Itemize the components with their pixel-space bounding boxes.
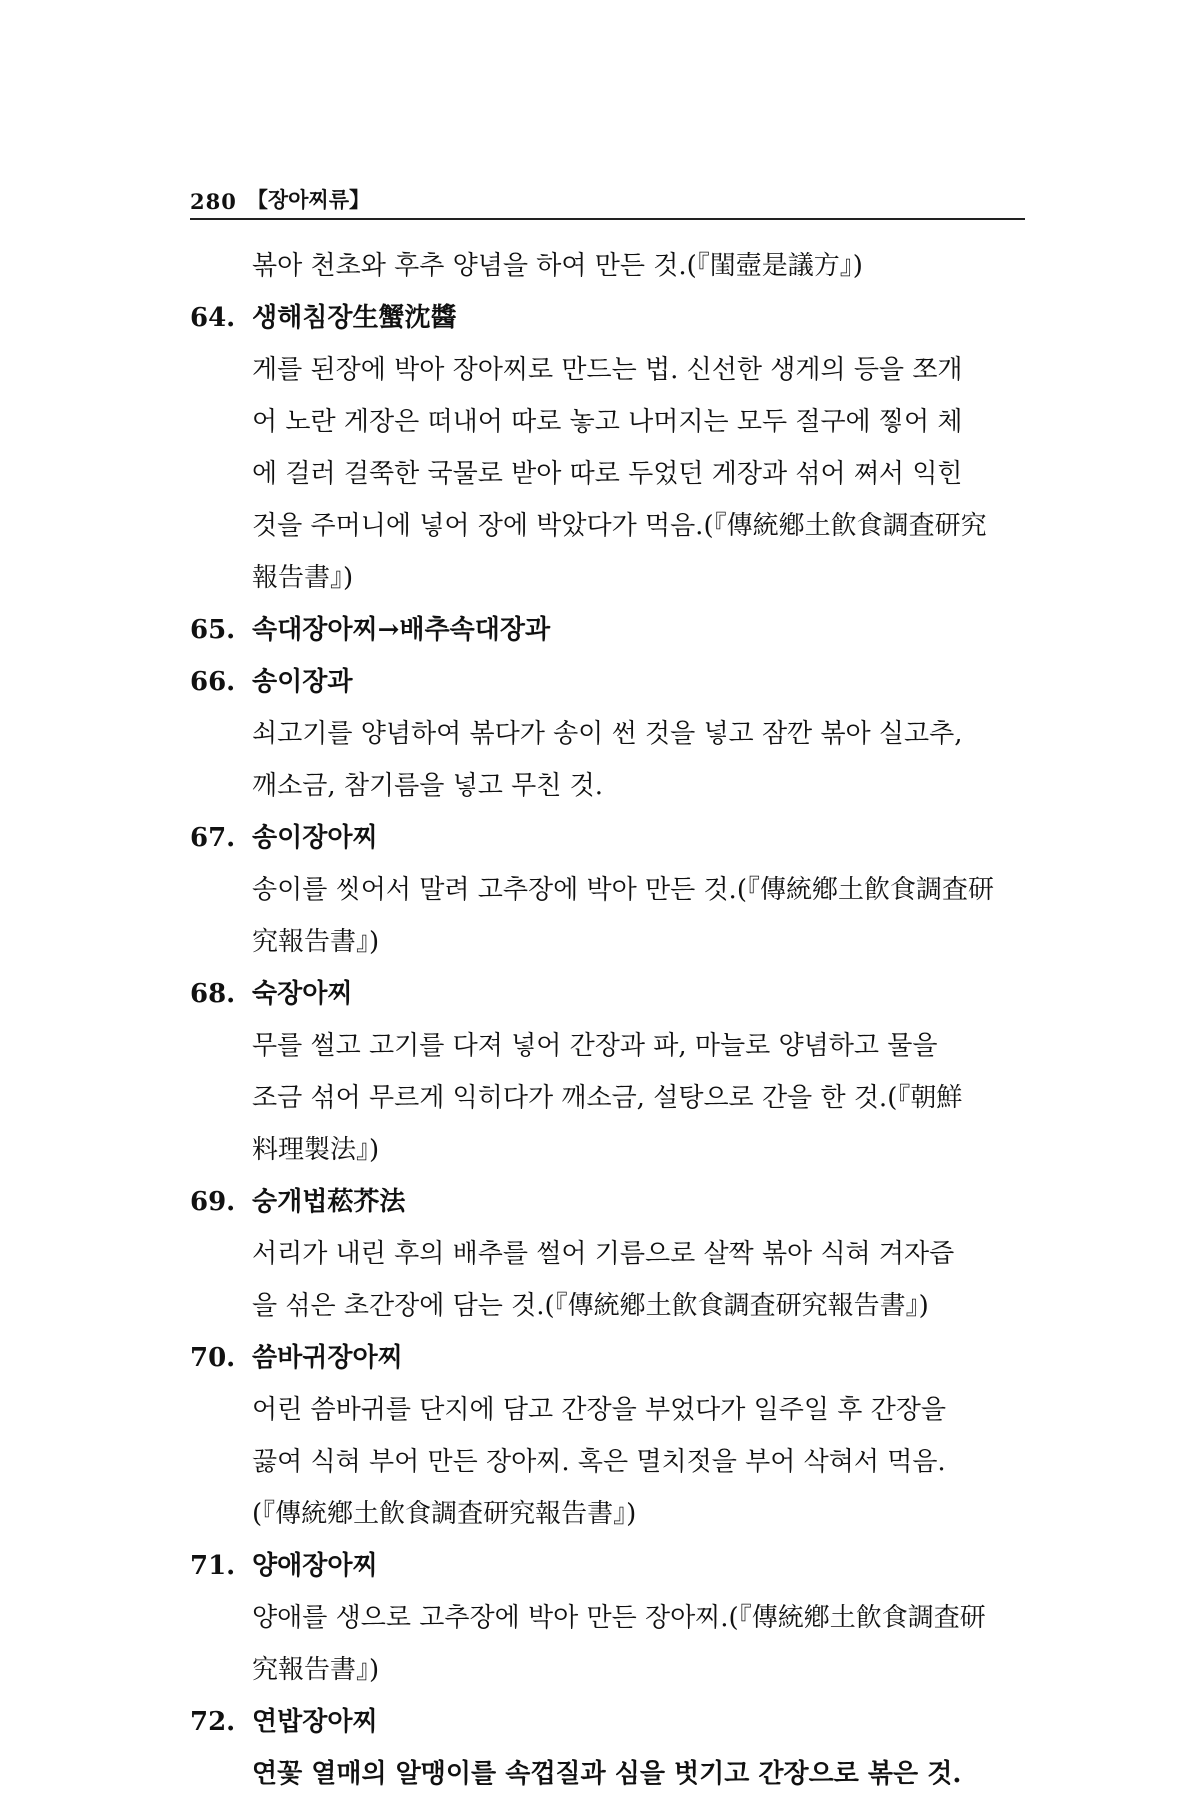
- body-text-line: 料理製法』): [252, 1135, 380, 1165]
- page-number: 280: [190, 189, 237, 214]
- entry-heading: [190, 1696, 1025, 1748]
- entry-heading: [190, 1176, 1025, 1228]
- body-text-line: 게를 된장에 박아 장아찌로 만드는 법. 신선한 생게의 등을 쪼개: [252, 355, 963, 385]
- entry-title: 송이장과: [252, 667, 353, 697]
- body-text-line: 깨소금, 참기름을 넣고 무친 것.: [252, 771, 603, 801]
- body-text-line: 무를 썰고 고기를 다져 넣어 간장과 파, 마늘로 양념하고 물을: [252, 1031, 938, 1061]
- page-header: [190, 176, 1025, 220]
- body-text-line: 어 노란 게장은 떠내어 따로 놓고 나머지는 모두 절구에 찧어 체: [252, 407, 963, 437]
- body-text-line: 究報告書』): [252, 1655, 380, 1685]
- body-text-line: 조금 섞어 무르게 익히다가 깨소금, 설탕으로 간을 한 것.(『朝鮮: [252, 1083, 963, 1113]
- entry-title: 숙장아찌: [252, 979, 353, 1009]
- entry-number: 69.: [190, 1187, 236, 1217]
- entry-title: 송이장아찌: [252, 823, 378, 853]
- entry-heading: [190, 1332, 1025, 1384]
- entry-number: 64.: [190, 303, 236, 333]
- entry-title: 생해침장生蟹沈醬: [252, 303, 457, 333]
- entry-number: 67.: [190, 823, 236, 853]
- body-text-line: 에 걸러 걸쭉한 국물로 받아 따로 두었던 게장과 섞어 쪄서 익힌: [252, 459, 963, 489]
- entry-title: 양애장아찌: [252, 1551, 378, 1581]
- entry-title: 속대장아찌→배추속대장과: [252, 615, 551, 645]
- body-text-line: 양애를 생으로 고추장에 박아 만든 장아찌.(『傳統鄕土飮食調査研: [252, 1603, 986, 1633]
- entry-heading: [190, 968, 1025, 1020]
- entry-number: 66.: [190, 667, 236, 697]
- section-title: 【장아찌류】: [246, 187, 370, 212]
- entry-title: 연밥장아찌: [252, 1707, 378, 1737]
- body-text-line: 을 섞은 초간장에 담는 것.(『傳統鄕土飮食調査研究報告書』): [252, 1291, 929, 1321]
- body-text-line: 究報告書』): [252, 927, 380, 957]
- page-body: [190, 240, 1025, 1800]
- entry-heading: [190, 812, 1025, 864]
- entry-title: 씀바귀장아찌: [252, 1343, 403, 1373]
- entry-number: 72.: [190, 1707, 236, 1737]
- body-text-line: 어린 씀바귀를 단지에 담고 간장을 부었다가 일주일 후 간장을: [252, 1395, 947, 1425]
- body-text-line: (『傳統鄕土飮食調査研究報告書』): [252, 1499, 637, 1529]
- body-text-line: 송이를 씻어서 말려 고추장에 박아 만든 것.(『傳統鄕土飮食調査研: [252, 875, 994, 905]
- body-text-line: 報告書』): [252, 563, 354, 593]
- body-text-line: 쇠고기를 양념하여 볶다가 송이 썬 것을 넣고 잠깐 볶아 실고추,: [252, 719, 963, 749]
- entry-number: 70.: [190, 1343, 236, 1373]
- entry-title: 숭개법菘芥法: [252, 1187, 406, 1217]
- entry-heading: [190, 1540, 1025, 1592]
- entry-number: 65.: [190, 615, 236, 645]
- body-text-line: 서리가 내린 후의 배추를 썰어 기름으로 살짝 볶아 식혀 겨자즙: [252, 1239, 955, 1269]
- entry-number: 68.: [190, 979, 236, 1009]
- entry-heading: [190, 292, 1025, 344]
- body-text-line: 연꽃 열매의 알맹이를 속껍질과 심을 벗기고 간장으로 볶은 것.: [252, 1759, 962, 1789]
- body-text-line: 볶아 천초와 후추 양념을 하여 만든 것.(『閨壼是議方』): [252, 251, 863, 281]
- body-text-line: 것을 주머니에 넣어 장에 박았다가 먹음.(『傳統鄕土飮食調査研究: [252, 511, 987, 541]
- entry-heading: [190, 656, 1025, 708]
- entry-heading: [190, 604, 1025, 656]
- body-text-line: 끓여 식혀 부어 만든 장아찌. 혹은 멸치젓을 부어 삭혀서 먹음.: [252, 1447, 946, 1477]
- entry-number: 71.: [190, 1551, 236, 1581]
